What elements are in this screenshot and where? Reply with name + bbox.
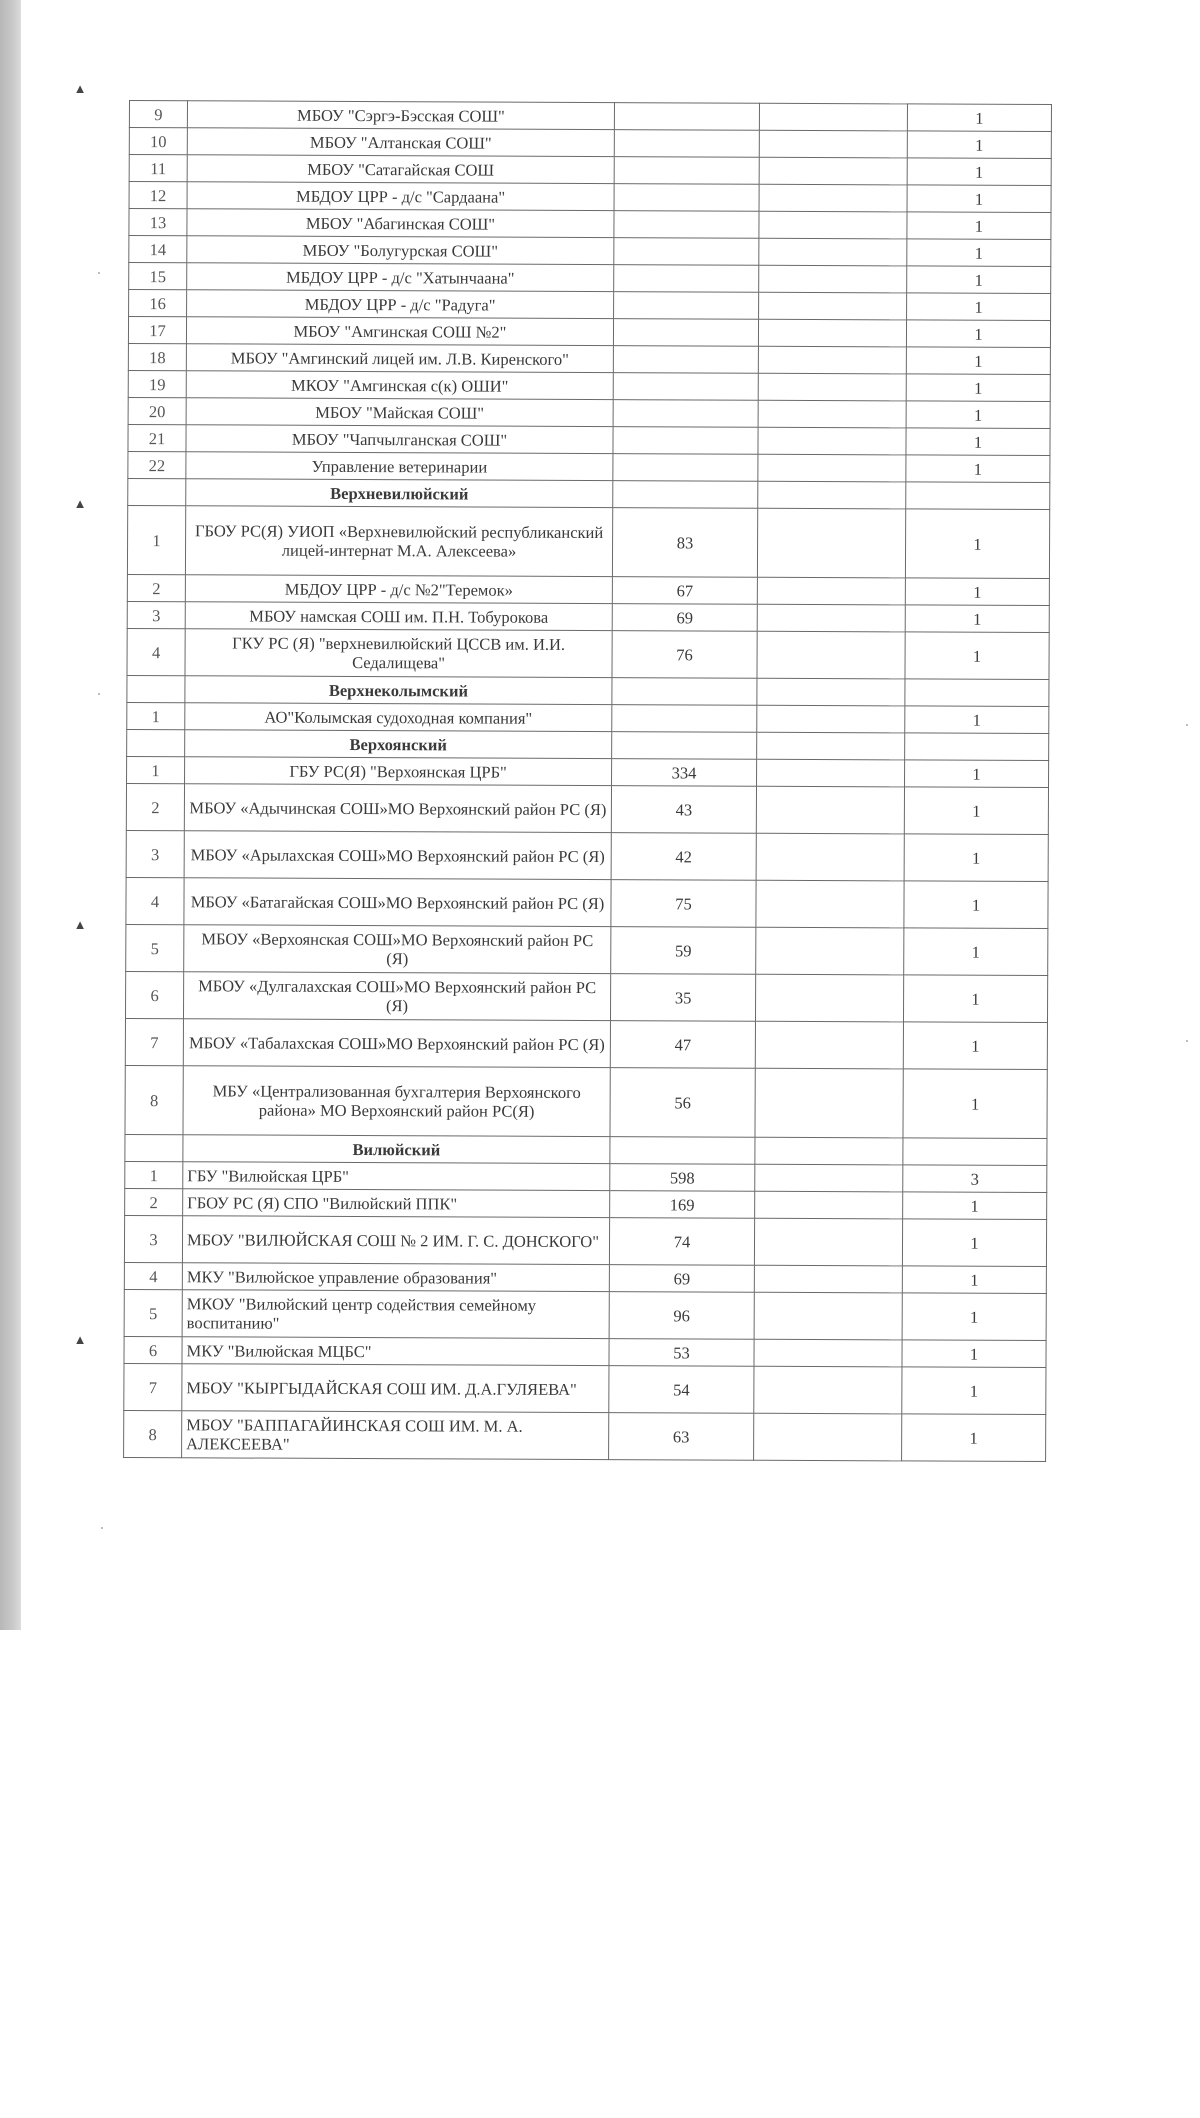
row-number-cell: 3 [126,830,184,877]
row-number-cell: 14 [129,236,187,263]
scan-dust [98,272,100,274]
empty-column-cell [758,454,906,482]
section-header-row [127,729,1049,760]
row-number-cell: 13 [129,209,187,236]
empty-column-cell [756,786,904,834]
row-number-cell: 1 [127,756,185,783]
organization-name-cell: ГБУ "Вилюйская ЦРБ" [183,1162,610,1191]
quantity-cell: 1 [903,975,1047,1023]
empty-column-cell [755,1021,903,1069]
count-cell: 63 [609,1413,754,1461]
row-number-cell: 2 [127,574,185,601]
section-blank-cell [127,729,185,756]
count-cell: 43 [611,786,756,834]
organization-name-cell: МБОУ "Амгинская СОШ №2" [186,317,613,346]
row-number-cell: 6 [125,971,183,1018]
quantity-cell: 1 [907,212,1051,240]
row-number-cell: 10 [129,128,187,155]
organization-name-cell: МБДОУ ЦРР - д/с "Хатынчаана" [187,263,614,292]
quantity-cell: 1 [902,1293,1046,1341]
quantity-cell: 1 [903,1069,1047,1139]
empty-column-cell [759,211,907,239]
table-row [127,574,1049,605]
organization-name-cell: МБДОУ ЦРР - д/с "Радуга" [187,290,614,319]
count-cell [613,373,758,401]
quantity-cell: 1 [907,293,1051,321]
empty-column-cell [757,759,905,787]
empty-column-cell [758,346,906,374]
section-blank-cell [903,1138,1047,1166]
row-number-cell: 20 [128,397,186,424]
empty-column-cell [759,103,907,131]
section-header-row [127,675,1049,706]
empty-column-cell [756,833,904,881]
row-number-cell: 15 [129,263,187,290]
table-row [124,1262,1046,1293]
quantity-cell: 1 [903,1192,1047,1220]
empty-column-cell [755,1164,903,1192]
count-cell: 67 [612,577,757,605]
row-number-cell: 16 [129,290,187,317]
empty-column-cell [757,604,905,632]
table-row [129,101,1051,132]
organization-name-cell: МБОУ «Дулгалахская СОШ»МО Верхоянский район РС (Я) [183,972,610,1021]
count-cell: 96 [609,1292,754,1340]
table-row [126,877,1048,928]
organization-name-cell: ГБУ РС(Я) "Верхоянская ЦРБ" [185,757,612,786]
row-number-cell: 18 [128,343,186,370]
organization-name-cell: МБОУ "Болугурская СОШ" [187,236,614,265]
count-cell [614,184,759,212]
table-row [128,451,1050,482]
organization-name-cell: МБУ «Централизованная бухгалтерия Верхоянского района» МО Верхоянский район РС(Я) [183,1066,610,1137]
count-cell [613,427,758,455]
scan-dust [1186,1040,1188,1042]
count-cell: 53 [609,1339,754,1367]
table-row [128,397,1050,428]
quantity-cell: 1 [904,881,1048,929]
punch-mark: ▲ [73,496,87,511]
empty-column-cell [759,238,907,266]
table-row [128,343,1050,374]
count-cell: 76 [612,631,757,679]
organization-name-cell: ГБОУ РС(Я) УИОП «Верхневилюйский республиканский лицей-интернат М.А. Алексеева» [185,506,612,577]
count-cell: 75 [611,880,756,928]
table-row [128,317,1050,348]
row-number-cell: 21 [128,424,186,451]
organization-name-cell: МБДОУ ЦРР - д/с №2"Теремок» [185,575,612,604]
empty-column-cell [754,1265,902,1293]
table-row [125,1065,1047,1138]
quantity-cell: 1 [902,1340,1046,1368]
section-blank-cell [755,1137,903,1165]
count-cell: 334 [612,759,757,787]
organization-name-cell: МБОУ "БАППАГАЙИНСКАЯ СОШ ИМ. М. А. АЛЕКСЕЕВА" [182,1411,609,1460]
organization-name-cell: МБОУ "Абагинская СОШ" [187,209,614,238]
section-title: Верхнеколымский [185,676,612,705]
empty-column-cell [757,705,905,733]
organization-name-cell: Управление ветеринарии [186,452,613,481]
count-cell: 35 [610,974,755,1022]
quantity-cell: 1 [903,1022,1047,1070]
organization-name-cell: МКУ "Вилюйская МЦБС" [182,1337,609,1366]
count-cell: 59 [611,927,756,975]
row-number-cell: 7 [125,1018,183,1065]
organization-name-cell: МБОУ "ВИЛЮЙСКАЯ СОШ № 2 ИМ. Г. С. ДОНСКОГО" [182,1216,609,1265]
table-row [127,505,1049,578]
quantity-cell: 1 [905,706,1049,734]
row-number-cell: 6 [124,1336,182,1363]
count-cell: 598 [610,1164,755,1192]
quantity-cell: 1 [907,185,1051,213]
count-cell: 56 [610,1068,755,1138]
quantity-cell: 1 [907,266,1051,294]
count-cell [612,705,757,733]
empty-column-cell [756,927,904,975]
quantity-cell: 1 [906,320,1050,348]
row-number-cell: 12 [129,182,187,209]
punch-mark: ▲ [73,917,87,932]
row-number-cell: 2 [126,783,184,830]
empty-column-cell [759,184,907,212]
section-blank-cell [127,675,185,702]
scan-dust [1186,724,1188,726]
row-number-cell: 1 [125,1161,183,1188]
empty-column-cell [758,373,906,401]
empty-column-cell [756,880,904,928]
quantity-cell: 1 [906,347,1050,375]
table-row [124,1363,1046,1414]
table-row [125,971,1047,1022]
row-number-cell: 8 [125,1065,183,1134]
row-number-cell: 4 [124,1262,182,1289]
table-body [124,101,1052,1462]
table-row [126,783,1048,834]
quantity-cell: 1 [905,578,1049,606]
organization-name-cell: МБОУ "Алтанская СОШ" [187,128,614,157]
row-number-cell: 4 [127,628,185,675]
organization-name-cell: МКОУ "Вилюйский центр содействия семейному воспитанию" [182,1290,609,1339]
count-cell: 74 [609,1218,754,1266]
count-cell [613,346,758,374]
scan-dust [98,693,100,695]
table-row [129,236,1051,267]
table-row [125,1161,1047,1192]
table-row [129,290,1051,321]
row-number-cell: 3 [127,601,185,628]
row-number-cell: 8 [124,1410,182,1457]
table-row [126,830,1048,881]
table-row [128,424,1050,455]
empty-column-cell [759,265,907,293]
row-number-cell: 5 [124,1289,182,1336]
table-row [129,128,1051,159]
empty-column-cell [758,400,906,428]
table-row [127,628,1049,679]
empty-column-cell [754,1366,902,1414]
section-blank-cell [612,732,757,760]
organization-name-cell: МБОУ «Адычинская СОШ»МО Верхоянский район РС (Я) [184,784,611,833]
row-number-cell: 5 [126,924,184,971]
table-row [127,702,1049,733]
table-row [129,182,1051,213]
quantity-cell: 1 [905,605,1049,633]
row-number-cell: 2 [125,1188,183,1215]
count-cell [614,238,759,266]
count-cell: 42 [611,833,756,881]
organization-name-cell: МБОУ «Верхоянская СОШ»МО Верхоянский район РС (Я) [184,925,611,974]
count-cell: 83 [612,508,757,578]
section-header-row [125,1134,1047,1165]
empty-column-cell [759,292,907,320]
row-number-cell: 4 [126,877,184,924]
organization-name-cell: МБОУ "Сатагайская СОШ [187,155,614,184]
organization-name-cell: ГКУ РС (Я) "верхневилюйский ЦССВ им. И.И. Седалищева" [185,629,612,678]
section-blank-cell [757,678,905,706]
count-cell [614,157,759,185]
organization-name-cell: МБОУ "Чапчылганская СОШ" [186,425,613,454]
quantity-cell: 1 [907,104,1051,132]
empty-column-cell [759,130,907,158]
quantity-cell: 1 [905,632,1049,680]
section-blank-cell [905,733,1049,761]
section-title: Верхоянский [185,730,612,759]
empty-column-cell [757,631,905,679]
quantity-cell: 1 [907,239,1051,267]
organization-name-cell: МБОУ "Амгинский лицей им. Л.В. Киренского" [186,344,613,373]
count-cell [613,400,758,428]
organization-name-cell: МБОУ «Батагайская СОШ»МО Верхоянский район РС (Я) [184,878,611,927]
section-blank-cell [128,478,186,505]
count-cell: 47 [610,1021,755,1069]
count-cell: 69 [609,1265,754,1293]
row-number-cell: 3 [124,1215,182,1262]
organization-name-cell: МКОУ "Амгинская с(к) ОШИ" [186,371,613,400]
section-blank-cell [906,482,1050,510]
table-row [124,1215,1046,1266]
empty-column-cell [755,974,903,1022]
scan-edge-strip [0,0,21,1630]
organization-name-cell: МБДОУ ЦРР - д/с "Сардаана" [187,182,614,211]
table-row [124,1336,1046,1367]
table-row [124,1410,1046,1461]
section-blank-cell [613,481,758,509]
organization-name-cell: МБОУ намская СОШ им. П.Н. Тобурокова [185,602,612,631]
quantity-cell: 1 [905,760,1049,788]
quantity-cell: 1 [902,1367,1046,1415]
empty-column-cell [759,157,907,185]
quantity-cell: 1 [906,455,1050,483]
empty-column-cell [754,1292,902,1340]
quantity-cell: 1 [902,1266,1046,1294]
table-row [124,1289,1046,1340]
quantity-cell: 1 [905,509,1049,579]
punch-mark: ▲ [73,1332,87,1347]
table-row [127,756,1049,787]
quantity-cell: 1 [904,834,1048,882]
section-blank-cell [758,481,906,509]
quantity-cell: 1 [907,131,1051,159]
table-row [129,155,1051,186]
empty-column-cell [754,1413,902,1461]
organization-name-cell: ГБОУ РС (Я) СПО "Вилюйский ППК" [183,1189,610,1218]
quantity-cell: 1 [904,787,1048,835]
quantity-cell: 1 [906,401,1050,429]
section-blank-cell [612,678,757,706]
table-row [127,601,1049,632]
section-title: Верхневилюйский [186,479,613,508]
empty-column-cell [755,1191,903,1219]
section-header-row [128,478,1050,509]
quantity-cell: 1 [904,928,1048,976]
count-cell [614,130,759,158]
empty-column-cell [758,427,906,455]
count-cell: 169 [610,1191,755,1219]
section-blank-cell [757,732,905,760]
quantity-cell: 1 [907,158,1051,186]
count-cell [613,454,758,482]
organization-name-cell: АО"Колымская судоходная компания" [185,703,612,732]
table-row [129,263,1051,294]
scan-dust [101,1527,103,1529]
organization-name-cell: МБОУ «Арылахская СОШ»МО Верхоянский район РС (Я) [184,831,611,880]
row-number-cell: 19 [128,370,186,397]
count-cell [613,319,758,347]
row-number-cell: 9 [129,101,187,128]
table-row [129,209,1051,240]
empty-column-cell [754,1218,902,1266]
organizations-table [123,100,1052,1462]
table-row [126,924,1048,975]
empty-column-cell [755,1068,903,1138]
organization-name-cell: МБОУ "Майская СОШ" [186,398,613,427]
row-number-cell: 7 [124,1363,182,1410]
organization-name-cell: МКУ "Вилюйское управление образования" [182,1263,609,1292]
row-number-cell: 17 [128,317,186,344]
quantity-cell: 1 [906,374,1050,402]
empty-column-cell [758,319,906,347]
section-blank-cell [125,1134,183,1161]
quantity-cell: 1 [906,428,1050,456]
table-row [125,1188,1047,1219]
empty-column-cell [754,1339,902,1367]
table-row [128,370,1050,401]
table-row [125,1018,1047,1069]
row-number-cell: 1 [127,505,185,574]
count-cell [614,292,759,320]
count-cell: 69 [612,604,757,632]
document-page [123,100,1051,1462]
count-cell [614,103,759,131]
count-cell [614,265,759,293]
row-number-cell: 11 [129,155,187,182]
quantity-cell: 1 [902,1219,1046,1267]
quantity-cell: 1 [902,1414,1046,1462]
section-blank-cell [905,679,1049,707]
empty-column-cell [757,577,905,605]
section-title: Вилюйский [183,1135,610,1164]
empty-column-cell [757,508,905,578]
organization-name-cell: МБОУ "Сэргэ-Бэсская СОШ" [187,101,614,130]
count-cell [614,211,759,239]
section-blank-cell [610,1137,755,1165]
row-number-cell: 1 [127,702,185,729]
punch-mark: ▲ [73,81,87,96]
row-number-cell: 22 [128,451,186,478]
count-cell: 54 [609,1366,754,1414]
organization-name-cell: МБОУ «Табалахская СОШ»МО Верхоянский район РС (Я) [183,1019,610,1068]
quantity-cell: 3 [903,1165,1047,1193]
organization-name-cell: МБОУ "КЫРГЫДАЙСКАЯ СОШ ИМ. Д.А.ГУЛЯЕВА" [182,1364,609,1413]
